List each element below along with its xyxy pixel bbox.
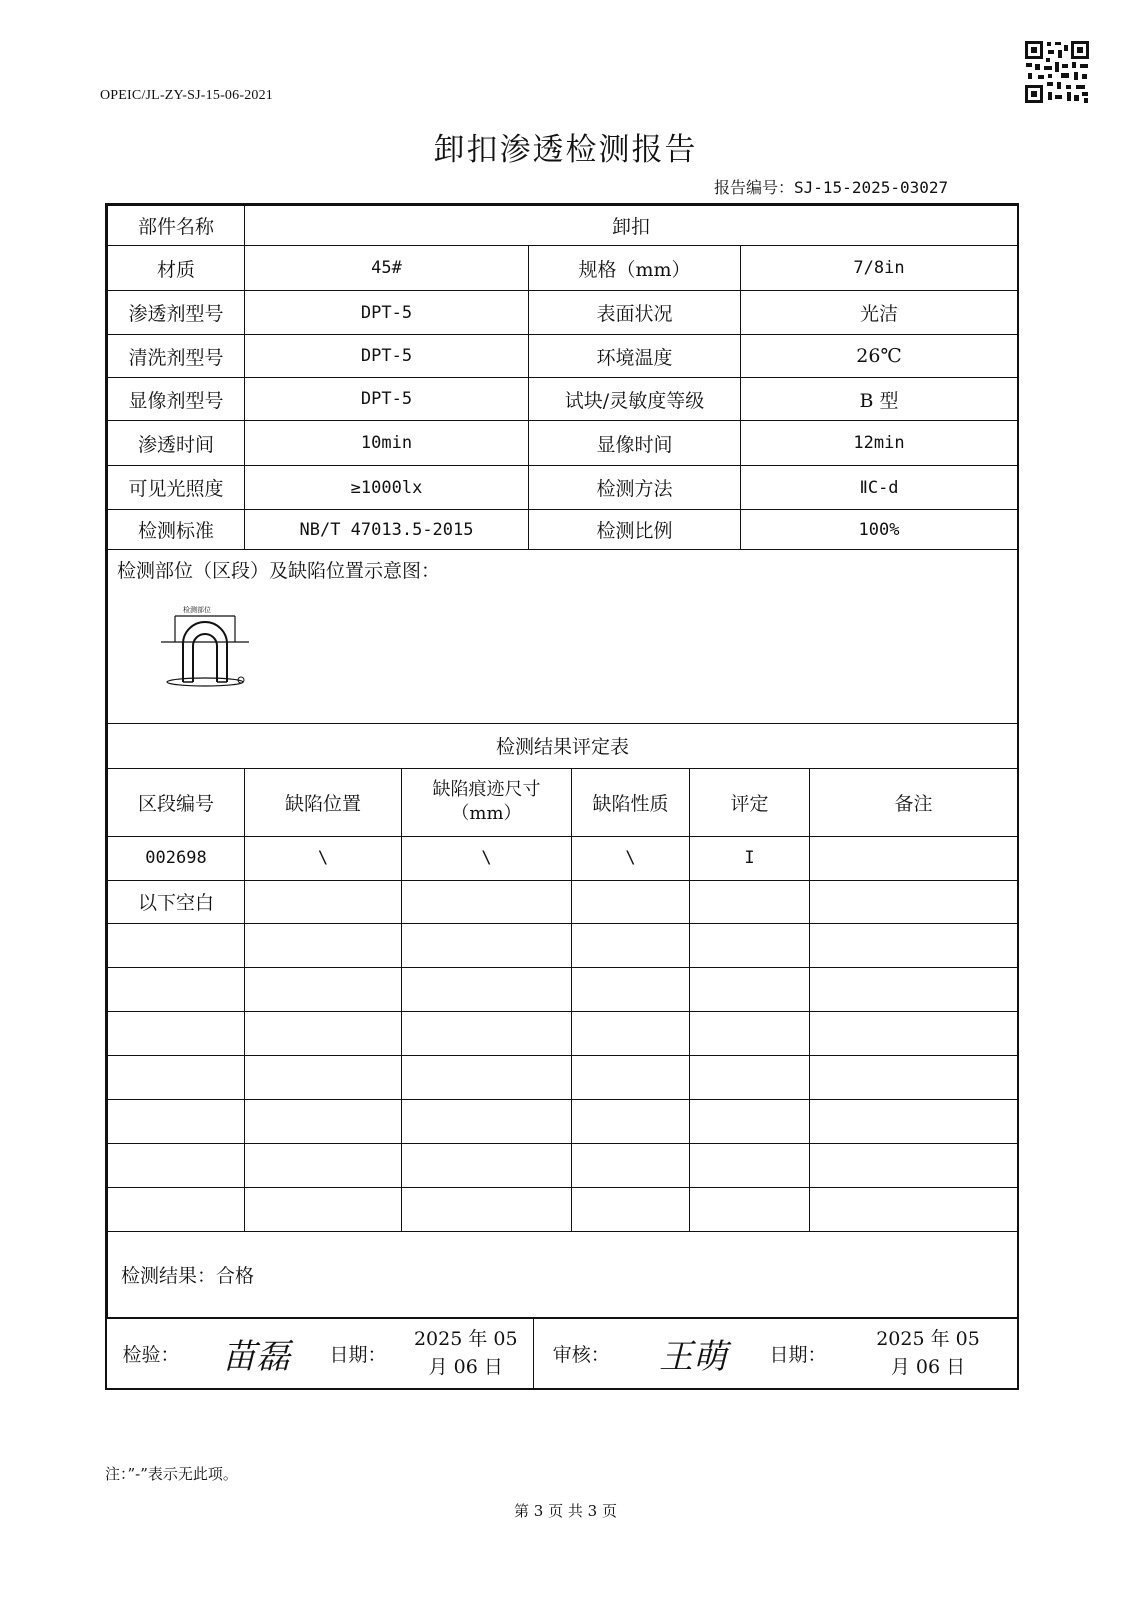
temperature-value: 26℃ [741, 335, 1018, 378]
table-cell [572, 1055, 690, 1099]
info-row [108, 510, 1018, 550]
table-cell [108, 1011, 245, 1055]
signoff-row [107, 1318, 1017, 1388]
table-cell [572, 1143, 690, 1187]
table-cell [572, 880, 690, 923]
report-title: 卸扣渗透检测报告 [433, 132, 698, 168]
table-cell [690, 967, 810, 1011]
document-code: OPEIC/JL-ZY-SJ-15-06-2021 [100, 88, 273, 103]
develop-time-label: 显像时间 [529, 421, 741, 466]
ratio-label: 检测比例 [529, 510, 741, 550]
table-cell [572, 1011, 690, 1055]
inspect-date: 2025 年 05 月 06 日 [399, 1318, 533, 1388]
table-cell [810, 967, 1018, 1011]
table-cell [245, 1011, 402, 1055]
table-row [108, 836, 1018, 880]
illuminance-label: 可见光照度 [108, 466, 245, 510]
results-title-row [108, 724, 1018, 768]
method-value: ⅡC-d [741, 466, 1018, 510]
conclusion-label: 检测结果： [121, 1264, 217, 1287]
review-label: 审核： [552, 1343, 610, 1366]
reviewer-signature-cell [629, 1318, 757, 1388]
report-number-label: 报告编号： [714, 178, 795, 197]
page-number: 第 3 页 共 3 页 [514, 1502, 617, 1520]
info-table [107, 205, 1018, 724]
table-cell [108, 1143, 245, 1187]
table-cell [690, 1011, 810, 1055]
col-header-size: 缺陷痕迹尺寸（mm） [402, 768, 572, 836]
conclusion-value: 合格 [216, 1264, 255, 1287]
table-cell [810, 836, 1018, 880]
table-cell [810, 1187, 1018, 1231]
report-form [105, 203, 1019, 1390]
table-cell [690, 880, 810, 923]
table-row [108, 967, 1018, 1011]
table-cell [690, 1055, 810, 1099]
surface-value: 光洁 [741, 291, 1018, 335]
part-name-value: 卸扣 [245, 206, 1018, 246]
table-row [108, 923, 1018, 967]
info-row-part [108, 206, 1018, 246]
table-cell [108, 1055, 245, 1099]
table-cell [245, 1055, 402, 1099]
sensitivity-value: B 型 [741, 378, 1018, 421]
info-row [108, 335, 1018, 378]
inspector-signature: 苗磊 [222, 1336, 290, 1377]
table-cell [108, 1099, 245, 1143]
table-cell [810, 1143, 1018, 1187]
spec-value: 7/8in [741, 246, 1018, 291]
table-cell [402, 880, 572, 923]
temperature-label: 环境温度 [529, 335, 741, 378]
table-cell: \ [245, 836, 402, 880]
col-header-rating: 评定 [690, 768, 810, 836]
table-cell [245, 880, 402, 923]
table-cell [108, 923, 245, 967]
cleaner-value: DPT-5 [245, 335, 529, 378]
table-cell: \ [402, 836, 572, 880]
penetrant-value: DPT-5 [245, 291, 529, 335]
table-cell [810, 1011, 1018, 1055]
inspect-label: 检验： [122, 1343, 180, 1366]
table-cell [810, 1055, 1018, 1099]
results-title: 检测结果评定表 [108, 724, 1018, 768]
penetrant-label: 渗透剂型号 [108, 291, 245, 335]
table-cell [572, 967, 690, 1011]
table-row [108, 1187, 1018, 1231]
conclusion-cell [108, 1231, 1018, 1317]
table-cell [810, 880, 1018, 923]
table-cell: 以下空白 [108, 880, 245, 923]
diagram-label: 检测部位（区段）及缺陷位置示意图： [117, 560, 441, 582]
table-cell [572, 1187, 690, 1231]
results-header-row [108, 768, 1018, 836]
review-date-label: 日期： [769, 1343, 827, 1366]
table-cell [690, 1143, 810, 1187]
table-cell [402, 1055, 572, 1099]
sketch-label: 检测部位 [183, 606, 211, 614]
developer-value: DPT-5 [245, 378, 529, 421]
table-cell [245, 967, 402, 1011]
report-number-value: SJ-15-2025-03027 [794, 178, 949, 197]
table-cell: 002698 [108, 836, 245, 880]
table-row [108, 1143, 1018, 1187]
table-cell [402, 923, 572, 967]
standard-label: 检测标准 [108, 510, 245, 550]
results-table [107, 724, 1018, 1318]
report-number [714, 175, 948, 198]
diagram-cell [108, 550, 1018, 724]
penetration-time-label: 渗透时间 [108, 421, 245, 466]
reviewer-signature: 王萌 [659, 1336, 727, 1377]
table-row [108, 1055, 1018, 1099]
info-row [108, 246, 1018, 291]
signoff-table [107, 1318, 1017, 1389]
info-row [108, 421, 1018, 466]
info-row [108, 378, 1018, 421]
table-row [108, 1099, 1018, 1143]
col-header-remark: 备注 [810, 768, 1018, 836]
material-value: 45# [245, 246, 529, 291]
inspector-signature-cell [195, 1318, 317, 1388]
col-header-location: 缺陷位置 [245, 768, 402, 836]
table-cell [245, 923, 402, 967]
develop-time-value: 12min [741, 421, 1018, 466]
table-cell [690, 1099, 810, 1143]
method-label: 检测方法 [529, 466, 741, 510]
table-cell [810, 1099, 1018, 1143]
info-row [108, 466, 1018, 510]
table-cell [810, 923, 1018, 967]
diagram-row [108, 550, 1018, 724]
spec-label: 规格（mm） [529, 246, 741, 291]
inspect-date-label: 日期： [329, 1343, 387, 1366]
cleaner-label: 清洗剂型号 [108, 335, 245, 378]
table-cell [402, 1187, 572, 1231]
table-cell [245, 1187, 402, 1231]
table-cell: I [690, 836, 810, 880]
table-cell [402, 1143, 572, 1187]
surface-label: 表面状况 [529, 291, 741, 335]
illuminance-value: ≥1000lx [245, 466, 529, 510]
table-row [108, 1011, 1018, 1055]
table-cell [245, 1099, 402, 1143]
shackle-sketch [153, 602, 258, 694]
table-cell [402, 1011, 572, 1055]
table-cell [572, 1099, 690, 1143]
table-cell [690, 1187, 810, 1231]
table-cell: \ [572, 836, 690, 880]
conclusion-row [108, 1231, 1018, 1317]
ratio-value: 100% [741, 510, 1018, 550]
penetration-time-value: 10min [245, 421, 529, 466]
table-cell [108, 1187, 245, 1231]
part-name-label: 部件名称 [108, 206, 245, 246]
table-cell [690, 923, 810, 967]
col-header-nature: 缺陷性质 [572, 768, 690, 836]
qr-code-icon [1024, 40, 1090, 104]
table-cell [572, 923, 690, 967]
material-label: 材质 [108, 246, 245, 291]
developer-label: 显像剂型号 [108, 378, 245, 421]
info-row [108, 291, 1018, 335]
table-cell [402, 1099, 572, 1143]
review-date: 2025 年 05 月 06 日 [876, 1328, 980, 1379]
col-header-section: 区段编号 [108, 768, 245, 836]
footnote: 注：”-”表示无此项。 [105, 1465, 238, 1483]
standard-value: NB/T 47013.5-2015 [245, 510, 529, 550]
table-cell [245, 1143, 402, 1187]
sensitivity-label: 试块/灵敏度等级 [529, 378, 741, 421]
table-cell [108, 967, 245, 1011]
table-cell [402, 967, 572, 1011]
table-row [108, 880, 1018, 923]
